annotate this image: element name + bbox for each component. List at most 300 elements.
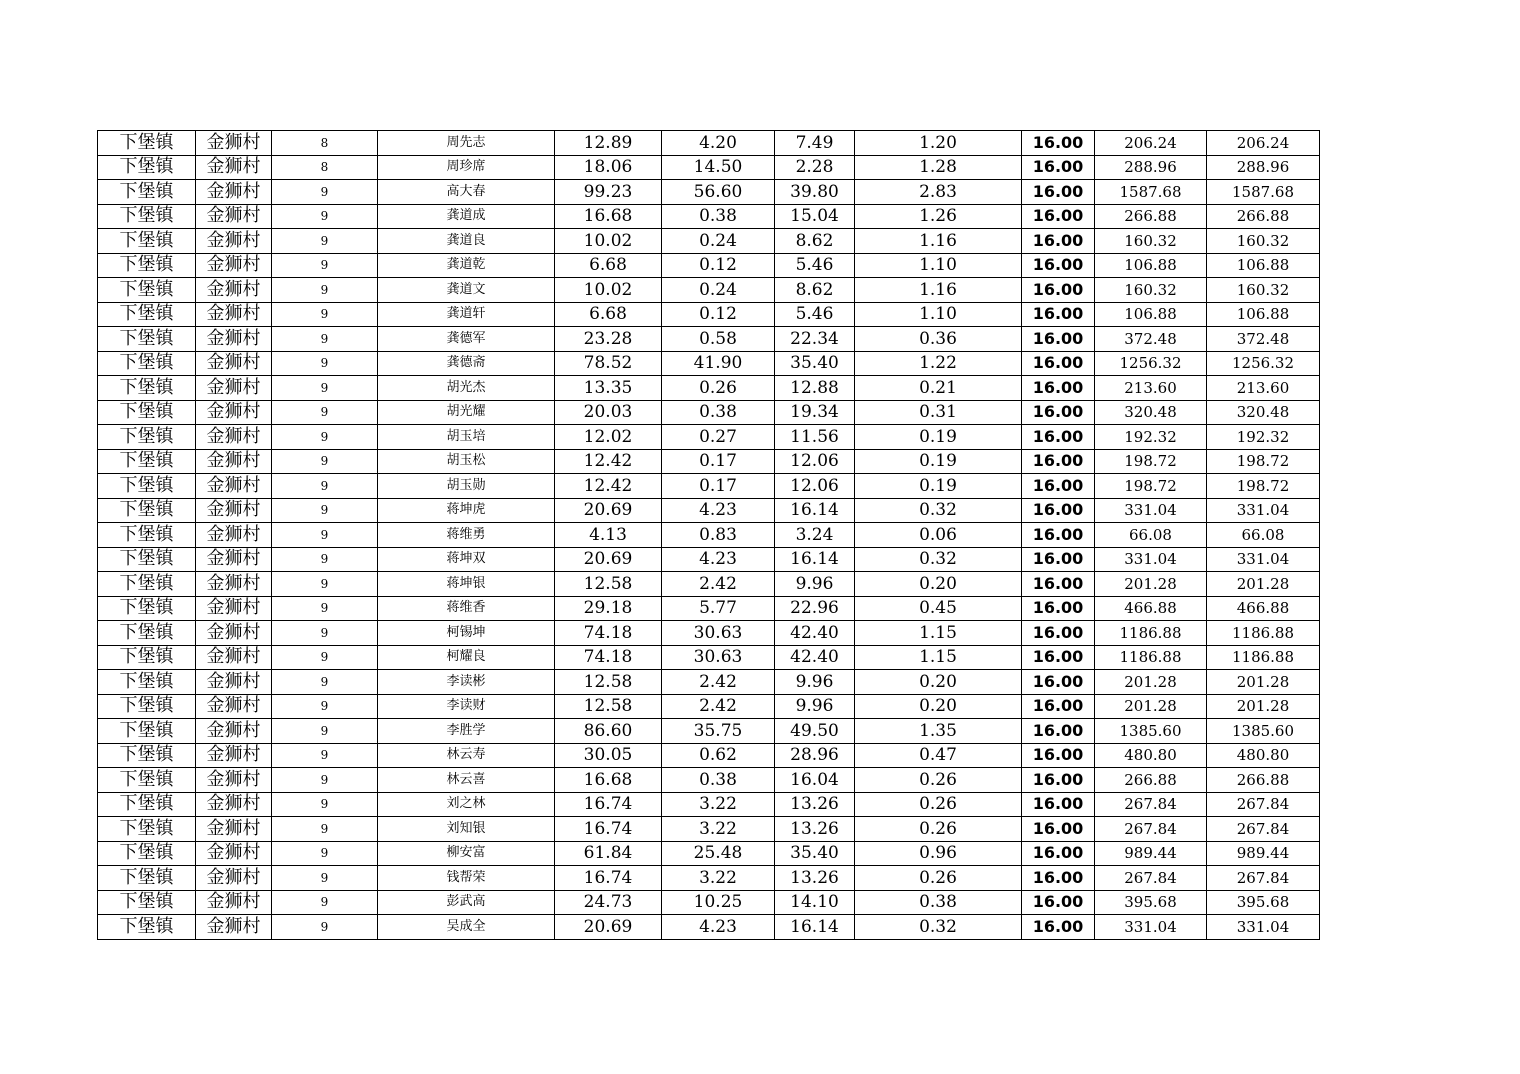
town-cell: 下堡镇: [98, 351, 196, 376]
value-b-cell: 39.80: [775, 180, 855, 205]
value-c-cell: 2.83: [855, 180, 1022, 205]
table-row: [98, 204, 1320, 229]
total-cell: 12.58: [555, 694, 662, 719]
rate-cell: 16.00: [1022, 180, 1095, 205]
table-row: [98, 180, 1320, 205]
value-b-cell: 7.49: [775, 131, 855, 156]
total-cell: 20.03: [555, 400, 662, 425]
rate-cell: 16.00: [1022, 645, 1095, 670]
group-cell: 9: [272, 302, 378, 327]
name-cell: 胡玉培: [378, 425, 555, 450]
paid-cell: 1385.60: [1207, 719, 1320, 744]
value-b-cell: 42.40: [775, 645, 855, 670]
paid-cell: 267.84: [1207, 866, 1320, 891]
amount-cell: 320.48: [1095, 400, 1207, 425]
town-cell: 下堡镇: [98, 645, 196, 670]
rate-cell: 16.00: [1022, 204, 1095, 229]
value-a-cell: 5.77: [662, 596, 775, 621]
town-cell: 下堡镇: [98, 694, 196, 719]
name-cell: 钱帮荣: [378, 866, 555, 891]
rate-cell: 16.00: [1022, 351, 1095, 376]
value-a-cell: 30.63: [662, 645, 775, 670]
name-cell: 胡光耀: [378, 400, 555, 425]
value-c-cell: 0.26: [855, 792, 1022, 817]
total-cell: 16.74: [555, 817, 662, 842]
town-cell: 下堡镇: [98, 621, 196, 646]
value-c-cell: 1.16: [855, 229, 1022, 254]
amount-cell: 1587.68: [1095, 180, 1207, 205]
rate-cell: 16.00: [1022, 890, 1095, 915]
amount-cell: 989.44: [1095, 841, 1207, 866]
name-cell: 彭武高: [378, 890, 555, 915]
value-c-cell: 0.96: [855, 841, 1022, 866]
village-cell: 金狮村: [196, 351, 272, 376]
amount-cell: 267.84: [1095, 792, 1207, 817]
amount-cell: 267.84: [1095, 817, 1207, 842]
amount-cell: 480.80: [1095, 743, 1207, 768]
amount-cell: 198.72: [1095, 474, 1207, 499]
village-cell: 金狮村: [196, 376, 272, 401]
value-a-cell: 41.90: [662, 351, 775, 376]
group-cell: 9: [272, 817, 378, 842]
value-a-cell: 30.63: [662, 621, 775, 646]
paid-cell: 201.28: [1207, 670, 1320, 695]
group-cell: 9: [272, 915, 378, 940]
town-cell: 下堡镇: [98, 131, 196, 156]
value-c-cell: 0.19: [855, 449, 1022, 474]
value-b-cell: 19.34: [775, 400, 855, 425]
village-cell: 金狮村: [196, 621, 272, 646]
amount-cell: 206.24: [1095, 131, 1207, 156]
village-cell: 金狮村: [196, 719, 272, 744]
value-c-cell: 1.26: [855, 204, 1022, 229]
value-b-cell: 49.50: [775, 719, 855, 744]
value-a-cell: 3.22: [662, 817, 775, 842]
village-cell: 金狮村: [196, 425, 272, 450]
group-cell: 9: [272, 866, 378, 891]
town-cell: 下堡镇: [98, 302, 196, 327]
name-cell: 蒋维香: [378, 596, 555, 621]
value-c-cell: 0.32: [855, 498, 1022, 523]
total-cell: 10.02: [555, 278, 662, 303]
value-a-cell: 4.23: [662, 547, 775, 572]
amount-cell: 106.88: [1095, 253, 1207, 278]
amount-cell: 201.28: [1095, 572, 1207, 597]
value-b-cell: 11.56: [775, 425, 855, 450]
town-cell: 下堡镇: [98, 768, 196, 793]
group-cell: 9: [272, 498, 378, 523]
name-cell: 刘之林: [378, 792, 555, 817]
group-cell: 9: [272, 229, 378, 254]
table-row: [98, 694, 1320, 719]
table-row: [98, 400, 1320, 425]
total-cell: 18.06: [555, 155, 662, 180]
town-cell: 下堡镇: [98, 253, 196, 278]
total-cell: 78.52: [555, 351, 662, 376]
group-cell: 9: [272, 768, 378, 793]
table-row: [98, 278, 1320, 303]
value-a-cell: 56.60: [662, 180, 775, 205]
name-cell: 柳安富: [378, 841, 555, 866]
value-c-cell: 1.35: [855, 719, 1022, 744]
rate-cell: 16.00: [1022, 768, 1095, 793]
group-cell: 9: [272, 792, 378, 817]
village-cell: 金狮村: [196, 547, 272, 572]
town-cell: 下堡镇: [98, 572, 196, 597]
paid-cell: 267.84: [1207, 817, 1320, 842]
paid-cell: 160.32: [1207, 229, 1320, 254]
village-cell: 金狮村: [196, 743, 272, 768]
town-cell: 下堡镇: [98, 278, 196, 303]
village-cell: 金狮村: [196, 449, 272, 474]
table-row: [98, 621, 1320, 646]
rate-cell: 16.00: [1022, 523, 1095, 548]
group-cell: 9: [272, 694, 378, 719]
table-row: [98, 351, 1320, 376]
table-row: [98, 474, 1320, 499]
name-cell: 龚道良: [378, 229, 555, 254]
town-cell: 下堡镇: [98, 792, 196, 817]
value-c-cell: 1.10: [855, 253, 1022, 278]
value-a-cell: 3.22: [662, 866, 775, 891]
group-cell: 9: [272, 474, 378, 499]
table-row: [98, 572, 1320, 597]
table-row: [98, 792, 1320, 817]
amount-cell: 201.28: [1095, 694, 1207, 719]
value-c-cell: 0.26: [855, 817, 1022, 842]
value-b-cell: 22.34: [775, 327, 855, 352]
rate-cell: 16.00: [1022, 817, 1095, 842]
village-cell: 金狮村: [196, 253, 272, 278]
value-a-cell: 0.38: [662, 400, 775, 425]
value-b-cell: 13.26: [775, 866, 855, 891]
total-cell: 20.69: [555, 498, 662, 523]
value-b-cell: 35.40: [775, 841, 855, 866]
village-cell: 金狮村: [196, 817, 272, 842]
total-cell: 24.73: [555, 890, 662, 915]
amount-cell: 1256.32: [1095, 351, 1207, 376]
paid-cell: 266.88: [1207, 204, 1320, 229]
name-cell: 刘知银: [378, 817, 555, 842]
value-a-cell: 0.38: [662, 768, 775, 793]
group-cell: 9: [272, 572, 378, 597]
value-b-cell: 12.88: [775, 376, 855, 401]
village-cell: 金狮村: [196, 498, 272, 523]
paid-cell: 213.60: [1207, 376, 1320, 401]
village-cell: 金狮村: [196, 596, 272, 621]
value-a-cell: 0.17: [662, 474, 775, 499]
value-a-cell: 35.75: [662, 719, 775, 744]
rate-cell: 16.00: [1022, 278, 1095, 303]
value-c-cell: 0.20: [855, 572, 1022, 597]
amount-cell: 1186.88: [1095, 645, 1207, 670]
value-a-cell: 0.27: [662, 425, 775, 450]
village-cell: 金狮村: [196, 866, 272, 891]
village-cell: 金狮村: [196, 131, 272, 156]
village-cell: 金狮村: [196, 400, 272, 425]
name-cell: 林云寿: [378, 743, 555, 768]
value-a-cell: 0.26: [662, 376, 775, 401]
amount-cell: 395.68: [1095, 890, 1207, 915]
rate-cell: 16.00: [1022, 596, 1095, 621]
village-cell: 金狮村: [196, 841, 272, 866]
table-row: [98, 670, 1320, 695]
table-row: [98, 131, 1320, 156]
rate-cell: 16.00: [1022, 253, 1095, 278]
town-cell: 下堡镇: [98, 743, 196, 768]
value-b-cell: 9.96: [775, 572, 855, 597]
value-a-cell: 3.22: [662, 792, 775, 817]
town-cell: 下堡镇: [98, 596, 196, 621]
group-cell: 9: [272, 376, 378, 401]
rate-cell: 16.00: [1022, 302, 1095, 327]
value-a-cell: 0.24: [662, 278, 775, 303]
amount-cell: 331.04: [1095, 915, 1207, 940]
rate-cell: 16.00: [1022, 425, 1095, 450]
group-cell: 9: [272, 670, 378, 695]
value-c-cell: 1.15: [855, 645, 1022, 670]
value-b-cell: 22.96: [775, 596, 855, 621]
total-cell: 61.84: [555, 841, 662, 866]
group-cell: 9: [272, 253, 378, 278]
value-a-cell: 0.58: [662, 327, 775, 352]
rate-cell: 16.00: [1022, 694, 1095, 719]
name-cell: 蒋坤银: [378, 572, 555, 597]
paid-cell: 201.28: [1207, 694, 1320, 719]
total-cell: 16.68: [555, 204, 662, 229]
paid-cell: 989.44: [1207, 841, 1320, 866]
paid-cell: 331.04: [1207, 498, 1320, 523]
value-a-cell: 2.42: [662, 670, 775, 695]
value-c-cell: 1.10: [855, 302, 1022, 327]
value-b-cell: 3.24: [775, 523, 855, 548]
amount-cell: 192.32: [1095, 425, 1207, 450]
total-cell: 12.58: [555, 572, 662, 597]
total-cell: 23.28: [555, 327, 662, 352]
name-cell: 李读财: [378, 694, 555, 719]
town-cell: 下堡镇: [98, 229, 196, 254]
group-cell: 8: [272, 131, 378, 156]
value-b-cell: 35.40: [775, 351, 855, 376]
value-a-cell: 0.12: [662, 302, 775, 327]
value-b-cell: 9.96: [775, 670, 855, 695]
table-row: [98, 449, 1320, 474]
value-b-cell: 15.04: [775, 204, 855, 229]
value-a-cell: 25.48: [662, 841, 775, 866]
group-cell: 9: [272, 351, 378, 376]
name-cell: 吴成全: [378, 915, 555, 940]
value-c-cell: 1.28: [855, 155, 1022, 180]
value-c-cell: 0.19: [855, 474, 1022, 499]
table-body: [98, 131, 1320, 940]
paid-cell: 466.88: [1207, 596, 1320, 621]
name-cell: 胡光杰: [378, 376, 555, 401]
rate-cell: 16.00: [1022, 400, 1095, 425]
value-c-cell: 1.15: [855, 621, 1022, 646]
rate-cell: 16.00: [1022, 866, 1095, 891]
rate-cell: 16.00: [1022, 915, 1095, 940]
rate-cell: 16.00: [1022, 670, 1095, 695]
paid-cell: 198.72: [1207, 474, 1320, 499]
amount-cell: 1186.88: [1095, 621, 1207, 646]
village-cell: 金狮村: [196, 327, 272, 352]
table-row: [98, 155, 1320, 180]
village-cell: 金狮村: [196, 645, 272, 670]
value-b-cell: 9.96: [775, 694, 855, 719]
amount-cell: 198.72: [1095, 449, 1207, 474]
value-b-cell: 8.62: [775, 229, 855, 254]
town-cell: 下堡镇: [98, 915, 196, 940]
table-row: [98, 327, 1320, 352]
total-cell: 13.35: [555, 376, 662, 401]
table-row: [98, 523, 1320, 548]
amount-cell: 213.60: [1095, 376, 1207, 401]
group-cell: 9: [272, 547, 378, 572]
rate-cell: 16.00: [1022, 621, 1095, 646]
group-cell: 9: [272, 327, 378, 352]
table-row: [98, 596, 1320, 621]
table-row: [98, 645, 1320, 670]
village-cell: 金狮村: [196, 890, 272, 915]
name-cell: 李胜学: [378, 719, 555, 744]
paid-cell: 320.48: [1207, 400, 1320, 425]
amount-cell: 466.88: [1095, 596, 1207, 621]
town-cell: 下堡镇: [98, 204, 196, 229]
name-cell: 龚道文: [378, 278, 555, 303]
value-b-cell: 16.14: [775, 547, 855, 572]
amount-cell: 331.04: [1095, 547, 1207, 572]
paid-cell: 1256.32: [1207, 351, 1320, 376]
name-cell: 龚德斋: [378, 351, 555, 376]
rate-cell: 16.00: [1022, 719, 1095, 744]
rate-cell: 16.00: [1022, 572, 1095, 597]
name-cell: 龚道轩: [378, 302, 555, 327]
name-cell: 林云喜: [378, 768, 555, 793]
town-cell: 下堡镇: [98, 474, 196, 499]
total-cell: 16.74: [555, 792, 662, 817]
table-row: [98, 817, 1320, 842]
paid-cell: 267.84: [1207, 792, 1320, 817]
paid-cell: 198.72: [1207, 449, 1320, 474]
group-cell: 9: [272, 645, 378, 670]
village-cell: 金狮村: [196, 670, 272, 695]
table-row: [98, 302, 1320, 327]
paid-cell: 480.80: [1207, 743, 1320, 768]
group-cell: 9: [272, 890, 378, 915]
amount-cell: 66.08: [1095, 523, 1207, 548]
rate-cell: 16.00: [1022, 841, 1095, 866]
value-c-cell: 0.36: [855, 327, 1022, 352]
village-cell: 金狮村: [196, 694, 272, 719]
rate-cell: 16.00: [1022, 547, 1095, 572]
value-a-cell: 0.17: [662, 449, 775, 474]
rate-cell: 16.00: [1022, 792, 1095, 817]
value-c-cell: 1.16: [855, 278, 1022, 303]
town-cell: 下堡镇: [98, 547, 196, 572]
value-a-cell: 4.20: [662, 131, 775, 156]
town-cell: 下堡镇: [98, 890, 196, 915]
value-c-cell: 0.31: [855, 400, 1022, 425]
village-cell: 金狮村: [196, 180, 272, 205]
total-cell: 12.58: [555, 670, 662, 695]
total-cell: 6.68: [555, 302, 662, 327]
value-c-cell: 1.20: [855, 131, 1022, 156]
table-row: [98, 376, 1320, 401]
town-cell: 下堡镇: [98, 400, 196, 425]
amount-cell: 288.96: [1095, 155, 1207, 180]
town-cell: 下堡镇: [98, 180, 196, 205]
group-cell: 9: [272, 743, 378, 768]
table-row: [98, 229, 1320, 254]
value-a-cell: 0.24: [662, 229, 775, 254]
table-row: [98, 253, 1320, 278]
village-cell: 金狮村: [196, 155, 272, 180]
value-b-cell: 5.46: [775, 253, 855, 278]
value-c-cell: 1.22: [855, 351, 1022, 376]
value-c-cell: 0.20: [855, 670, 1022, 695]
total-cell: 30.05: [555, 743, 662, 768]
name-cell: 周先志: [378, 131, 555, 156]
value-c-cell: 0.32: [855, 547, 1022, 572]
town-cell: 下堡镇: [98, 866, 196, 891]
amount-cell: 106.88: [1095, 302, 1207, 327]
paid-cell: 331.04: [1207, 547, 1320, 572]
table-row: [98, 890, 1320, 915]
total-cell: 10.02: [555, 229, 662, 254]
amount-cell: 1385.60: [1095, 719, 1207, 744]
value-c-cell: 0.26: [855, 866, 1022, 891]
name-cell: 周珍席: [378, 155, 555, 180]
rate-cell: 16.00: [1022, 131, 1095, 156]
paid-cell: 201.28: [1207, 572, 1320, 597]
village-cell: 金狮村: [196, 915, 272, 940]
rate-cell: 16.00: [1022, 498, 1095, 523]
amount-cell: 266.88: [1095, 204, 1207, 229]
value-a-cell: 0.62: [662, 743, 775, 768]
village-cell: 金狮村: [196, 302, 272, 327]
paid-cell: 192.32: [1207, 425, 1320, 450]
paid-cell: 331.04: [1207, 915, 1320, 940]
group-cell: 9: [272, 841, 378, 866]
group-cell: 9: [272, 449, 378, 474]
value-b-cell: 14.10: [775, 890, 855, 915]
group-cell: 8: [272, 155, 378, 180]
total-cell: 16.74: [555, 866, 662, 891]
table-row: [98, 547, 1320, 572]
rate-cell: 16.00: [1022, 743, 1095, 768]
name-cell: 龚德军: [378, 327, 555, 352]
value-a-cell: 0.12: [662, 253, 775, 278]
value-b-cell: 12.06: [775, 474, 855, 499]
table-row: [98, 425, 1320, 450]
value-b-cell: 28.96: [775, 743, 855, 768]
value-a-cell: 14.50: [662, 155, 775, 180]
town-cell: 下堡镇: [98, 498, 196, 523]
amount-cell: 266.88: [1095, 768, 1207, 793]
paid-cell: 106.88: [1207, 302, 1320, 327]
paid-cell: 106.88: [1207, 253, 1320, 278]
group-cell: 9: [272, 425, 378, 450]
village-cell: 金狮村: [196, 474, 272, 499]
value-b-cell: 16.14: [775, 915, 855, 940]
group-cell: 9: [272, 278, 378, 303]
total-cell: 74.18: [555, 645, 662, 670]
amount-cell: 372.48: [1095, 327, 1207, 352]
rate-cell: 16.00: [1022, 474, 1095, 499]
total-cell: 99.23: [555, 180, 662, 205]
value-c-cell: 0.32: [855, 915, 1022, 940]
village-cell: 金狮村: [196, 278, 272, 303]
